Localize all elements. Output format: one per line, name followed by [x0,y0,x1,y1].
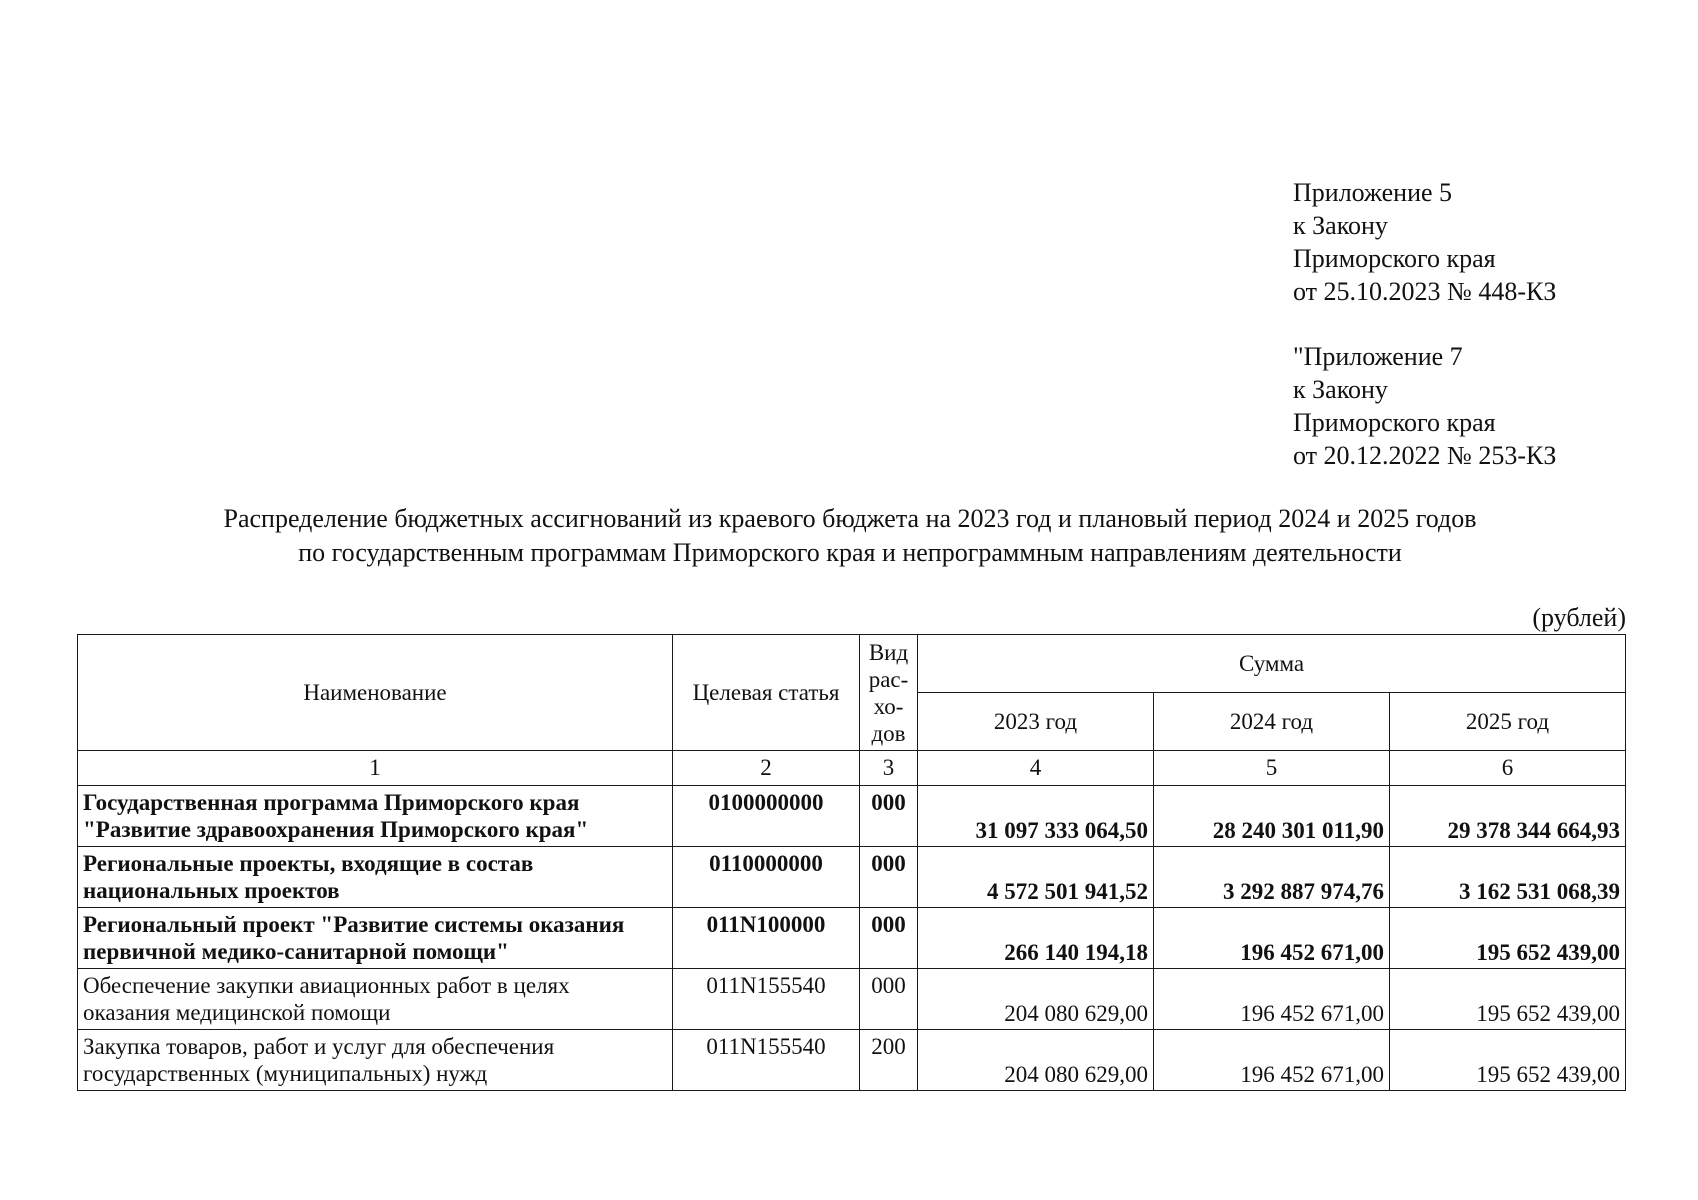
column-number: 3 [860,751,918,786]
table-row [78,908,1626,969]
appendix-7-line-3: Приморского края [1293,408,1496,437]
units-label: (рублей) [1532,603,1626,632]
row-name-line: национальных проектов [83,878,340,903]
row-amount-2024: 196 452 671,00 [1154,908,1390,969]
row-amount-2023: 4 572 501 941,52 [918,847,1154,908]
header-expense-type-line-4: дов [871,720,906,746]
row-expense-type: 000 [860,786,918,847]
column-number: 4 [918,751,1154,786]
row-expense-type: 000 [860,847,918,908]
header-year-2024: 2024 год [1154,693,1390,751]
row-name-line: Региональные проекты, входящие в состав [83,851,534,876]
header-year-2025: 2025 год [1390,693,1626,751]
appendix-5-line-1: Приложение 5 [1293,178,1453,207]
row-amount-2025: 195 652 439,00 [1390,908,1626,969]
row-name-line: оказания медицинской помощи [83,1000,391,1025]
row-target-article: 011N155540 [673,969,860,1030]
table-row [78,786,1626,847]
row-target-article: 011N100000 [673,908,860,969]
appendix-7-line-1: "Приложение 7 [1293,342,1463,371]
row-name-line: Государственная программа Приморского края [83,790,580,815]
header-expense-type-line-3: хо- [873,693,904,719]
row-amount-2024: 196 452 671,00 [1154,1030,1390,1091]
row-name [78,847,673,908]
table-row [78,1030,1626,1091]
row-expense-type: 000 [860,969,918,1030]
row-amount-2025: 195 652 439,00 [1390,1030,1626,1091]
row-amount-2023: 204 080 629,00 [918,969,1154,1030]
row-expense-type: 000 [860,908,918,969]
column-number: 6 [1390,751,1626,786]
row-amount-2024: 196 452 671,00 [1154,969,1390,1030]
row-name [78,969,673,1030]
row-target-article: 0110000000 [673,847,860,908]
column-number: 1 [78,751,673,786]
row-target-article: 0100000000 [673,786,860,847]
header-expense-type-line-2: рас- [868,666,909,692]
appendix-7-header [1293,340,1556,472]
row-target-article: 011N155540 [673,1030,860,1091]
row-name-line: Обеспечение закупки авиационных работ в целях [83,973,570,998]
row-name [78,786,673,847]
row-amount-2023: 31 097 333 064,50 [918,786,1154,847]
row-name [78,1030,673,1091]
appendix-5-line-3: Приморского края [1293,244,1496,273]
header-expense-type-line-1: Вид [868,639,909,665]
row-name-line: государственных (муниципальных) нужд [83,1061,488,1086]
header-expense-type [860,635,918,751]
row-amount-2025: 3 162 531 068,39 [1390,847,1626,908]
row-name-line: Региональный проект "Развитие системы оказания [83,912,625,937]
row-name-line: первичной медико-санитарной помощи" [83,939,509,964]
header-year-2023: 2023 год [918,693,1154,751]
appendix-5-line-2: к Закону [1293,211,1388,240]
document-title [80,502,1620,570]
column-number: 2 [673,751,860,786]
header-sum: Сумма [918,635,1626,693]
row-name-line: "Развитие здравоохранения Приморского края" [83,817,589,842]
column-number-row [78,751,1626,786]
budget-table [77,634,1626,1091]
row-name [78,908,673,969]
appendix-7-line-4: от 20.12.2022 № 253-КЗ [1293,441,1557,470]
row-amount-2023: 266 140 194,18 [918,908,1154,969]
row-name-line: Закупка товаров, работ и услуг для обеспечения [83,1034,555,1059]
row-expense-type: 200 [860,1030,918,1091]
header-name: Наименование [78,635,673,751]
row-amount-2025: 195 652 439,00 [1390,969,1626,1030]
document-title-line-2: по государственным программам Приморского края и непрограммным направлениям деятельности [298,538,1402,567]
appendix-7-line-2: к Закону [1293,375,1388,404]
row-amount-2025: 29 378 344 664,93 [1390,786,1626,847]
column-number: 5 [1154,751,1390,786]
document-title-line-1: Распределение бюджетных ассигнований из краевого бюджета на 2023 год и плановый период 2024 и 2025 годов [223,504,1477,533]
table-header-row-1 [78,635,1626,693]
row-amount-2024: 3 292 887 974,76 [1154,847,1390,908]
header-target-article: Целевая статья [673,635,860,751]
row-amount-2024: 28 240 301 011,90 [1154,786,1390,847]
appendix-5-header [1293,176,1556,308]
appendix-5-line-4: от 25.10.2023 № 448-КЗ [1293,277,1557,306]
table-row [78,847,1626,908]
row-amount-2023: 204 080 629,00 [918,1030,1154,1091]
table-row [78,969,1626,1030]
